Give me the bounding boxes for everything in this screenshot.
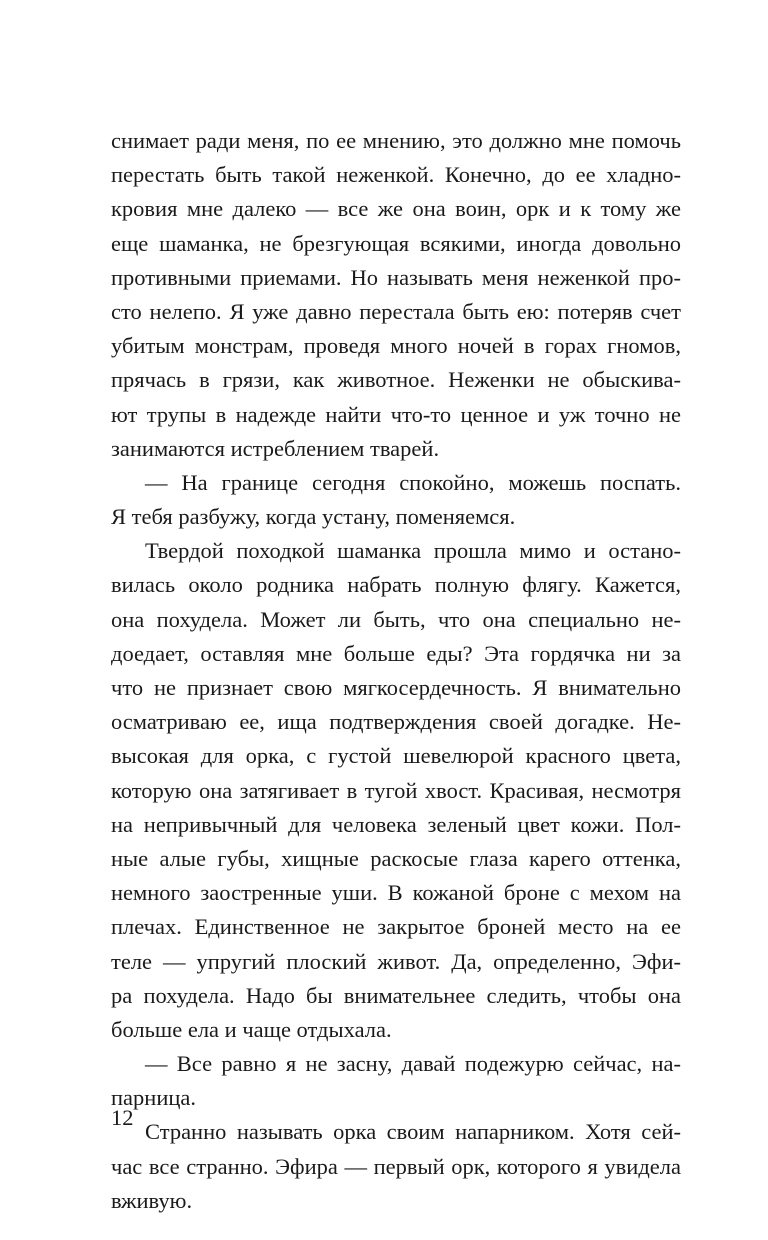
text-line: которую она затягивает в тугой хвост. Красивая, несмотря xyxy=(111,777,681,803)
text-line: Я тебя разбужу, когда устану, поменяемся. xyxy=(111,504,516,530)
text-line: — Все равно я не засну, давай подежурю сейчас, на- xyxy=(145,1051,681,1077)
text-line: парница. xyxy=(111,1085,197,1111)
page-number: 12 xyxy=(111,1105,134,1130)
text-line: больше ела и чаще отдыхала. xyxy=(111,1016,392,1042)
body-text xyxy=(111,124,681,1218)
text-line: доедает, оставляя мне больше еды? Эта гордячка ни за xyxy=(111,640,681,666)
text-line: ные алые губы, хищные раскосые глаза карего оттенка, xyxy=(111,845,681,871)
text-line: на непривычный для человека зеленый цвет кожи. Пол- xyxy=(111,811,681,837)
text-line: кровия мне далеко — все же она воин, орк и к тому же xyxy=(111,196,681,222)
text-line: плечах. Единственное не закрытое броней место на ее xyxy=(111,914,681,940)
text-line: высокая для орка, с густой шевелюрой красного цвета, xyxy=(111,743,681,769)
text-line: осматриваю ее, ища подтверждения своей догадке. Не- xyxy=(111,709,681,735)
text-line: — На границе сегодня спокойно, можешь поспать. xyxy=(145,469,681,495)
text-line: час все странно. Эфира — первый орк, которого я увидела xyxy=(111,1153,681,1179)
text-line: теле — упругий плоский живот. Да, определенно, Эфи- xyxy=(111,948,681,974)
text-line: убитым монстрам, проведя много ночей в горах гномов, xyxy=(111,333,681,359)
text-line: Твердой походкой шаманка прошла мимо и остано- xyxy=(145,538,681,564)
text-line: немного заостренные уши. В кожаной броне с мехом на xyxy=(111,880,681,906)
text-line: перестать быть такой неженкой. Конечно, до ее хладно- xyxy=(111,162,681,188)
text-line: сто нелепо. Я уже давно перестала быть ею: потеряв счет xyxy=(111,298,681,324)
text-line: вилась около родника набрать полную флягу. Кажется, xyxy=(111,572,681,598)
text-line: еще шаманка, не брезгующая всякими, иногда довольно xyxy=(111,230,681,256)
text-line: прячась в грязи, как животное. Неженки не обыскива- xyxy=(111,367,681,393)
text-line: занимаются истреблением тварей. xyxy=(111,435,440,461)
text-line: снимает ради меня, по ее мнению, это должно мне помочь xyxy=(111,128,681,153)
text-line: Странно называть орка своим напарником. Хотя сей- xyxy=(145,1119,681,1145)
text-line: что не признает свою мягкосердечность. Я внимательно xyxy=(111,675,681,700)
text-line: вживую. xyxy=(111,1187,193,1213)
text-line: ра похудела. Надо бы внимательнее следить, чтобы она xyxy=(111,982,681,1008)
text-line: она похудела. Может ли быть, что она специально не- xyxy=(111,606,681,632)
text-line: ют трупы в надежде найти что-то ценное и уж точно не xyxy=(111,401,681,427)
text-line: противными приемами. Но называть меня неженкой про- xyxy=(111,264,681,290)
